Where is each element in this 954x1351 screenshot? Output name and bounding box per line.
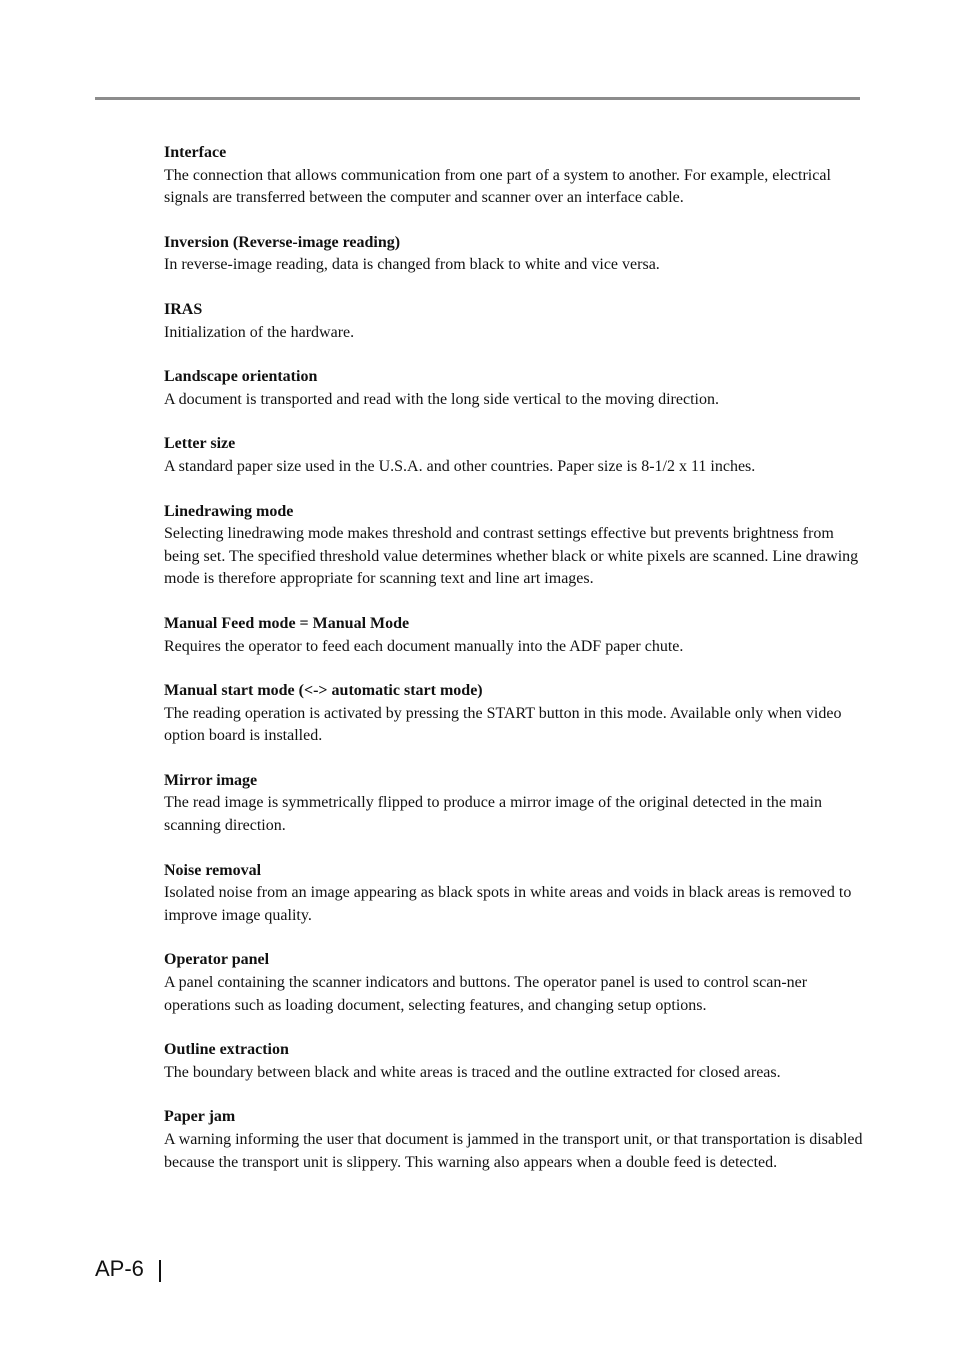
glossary-definition: The connection that allows communication from one part of a system to another. For example, electrical signals are transferred between the computer and scanner over an interface cable. <box>164 166 831 207</box>
glossary-definition: The reading operation is activated by pressing the START button in this mode. Available only when video option board is installed. <box>164 704 842 745</box>
glossary-entry <box>164 232 864 277</box>
glossary-entry <box>164 433 864 478</box>
glossary-definition: A warning informing the user that document is jammed in the transport unit, or that transportation is disabled because the transport unit is slippery. This warning also appears when a double feed is detected. <box>164 1131 863 1171</box>
glossary-term: Letter size <box>164 435 236 453</box>
glossary-entry <box>164 949 864 1017</box>
glossary-entry <box>164 501 864 591</box>
glossary-definition: The boundary between black and white areas is traced and the outline extracted for closed areas. <box>164 1063 781 1081</box>
glossary-entry <box>164 1106 864 1174</box>
glossary-term: Manual start mode (<-> automatic start mode) <box>164 682 483 700</box>
glossary-definition: The read image is symmetrically flipped to produce a mirror image of the original detected in the main scanning direction. <box>164 794 822 835</box>
glossary-entry <box>164 299 864 344</box>
glossary-definition: Selecting linedrawing mode makes threshold and contrast settings effective but prevents brightness from being set. The specified threshold value determines whether black or white pixels are scanned. Line drawing mode is therefore appropriate for scanning text and line art images. <box>164 525 859 588</box>
glossary-entry <box>164 770 864 838</box>
page-number: AP-6 <box>95 1256 144 1281</box>
glossary-definition: A document is transported and read with the long side vertical to the moving direction. <box>164 390 719 408</box>
page-footer <box>95 1255 161 1283</box>
glossary-entry <box>164 680 864 748</box>
glossary-list <box>164 142 864 1196</box>
glossary-entry <box>164 366 864 411</box>
glossary-entry <box>164 142 864 210</box>
glossary-definition: In reverse-image reading, data is changed from black to white and vice versa. <box>164 256 660 274</box>
glossary-term: Inversion (Reverse-image reading) <box>164 233 401 251</box>
glossary-definition: A standard paper size used in the U.S.A. and other countries. Paper size is 8-1/2 x 11 inches. <box>164 457 756 475</box>
glossary-term: Paper jam <box>164 1108 236 1126</box>
glossary-definition: Isolated noise from an image appearing as black spots in white areas and voids in black areas is removed to improve image quality. <box>164 884 852 924</box>
glossary-definition: Requires the operator to feed each document manually into the ADF paper chute. <box>164 637 684 655</box>
glossary-term: IRAS <box>164 300 203 318</box>
glossary-entry <box>164 860 864 928</box>
glossary-term: Noise removal <box>164 861 262 879</box>
glossary-term: Linedrawing mode <box>164 502 294 520</box>
glossary-term: Interface <box>164 144 227 161</box>
glossary-term: Mirror image <box>164 771 258 789</box>
header-rule <box>95 97 860 100</box>
glossary-term: Operator panel <box>164 951 270 969</box>
glossary-term: Outline extraction <box>164 1041 289 1059</box>
glossary-definition: A panel containing the scanner indicators and buttons. The operator panel is used to control scan-ner operations such as loading document, selecting features, and changing setup options. <box>164 974 808 1014</box>
glossary-definition: Initialization of the hardware. <box>164 323 355 341</box>
footer-divider <box>159 1260 161 1282</box>
glossary-entry <box>164 1039 864 1084</box>
glossary-term: Landscape orientation <box>164 368 318 386</box>
glossary-term: Manual Feed mode = Manual Mode <box>164 614 410 632</box>
glossary-entry <box>164 613 864 658</box>
